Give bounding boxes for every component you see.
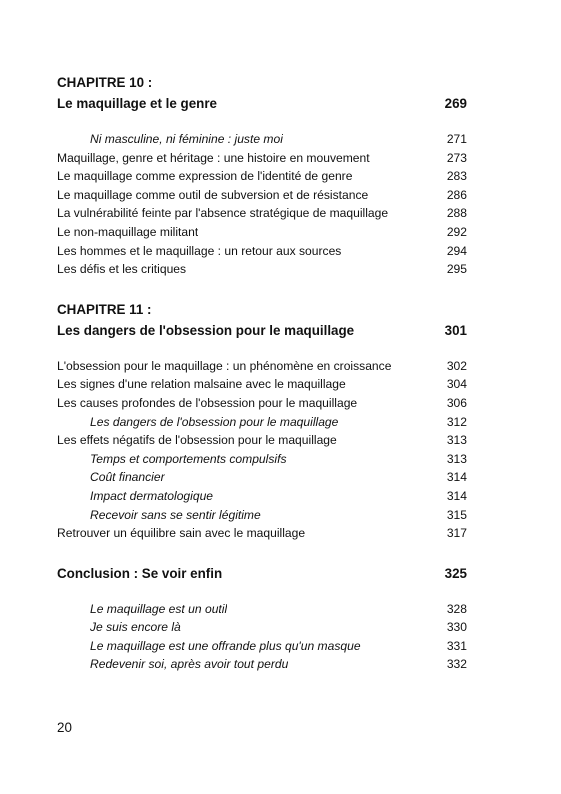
entry-title: Retrouver un équilibre sain avec le maquillage — [57, 526, 306, 541]
toc-entry — [57, 186, 467, 205]
toc-subentry — [57, 637, 467, 656]
entry-title: Redevenir soi, après avoir tout perdu — [90, 657, 289, 672]
entry-title: Le maquillage est un outil — [90, 601, 228, 616]
table-of-contents — [57, 72, 467, 674]
toc-subentry — [57, 506, 467, 525]
toc-subentry — [57, 468, 467, 487]
chapter-10-page: 269 — [444, 96, 467, 111]
entry-page: 313 — [446, 433, 467, 448]
conclusion-entries — [57, 600, 467, 674]
entry-title: Les défis et les critiques — [57, 262, 187, 277]
toc-entry — [57, 149, 467, 168]
toc-entry — [57, 357, 467, 376]
entry-page: 304 — [446, 377, 467, 392]
entry-title: Le non-maquillage militant — [57, 224, 199, 239]
chapter-10-label: CHAPITRE 10 : — [57, 75, 153, 90]
conclusion-heading — [57, 563, 467, 584]
entry-title: Maquillage, genre et héritage : une histoire en mouvement — [57, 150, 370, 165]
entry-page: 314 — [446, 488, 467, 503]
conclusion-page: 325 — [444, 565, 467, 581]
entry-page: 317 — [446, 526, 467, 541]
entry-title: Les signes d'une relation malsaine avec le maquillage — [57, 377, 346, 392]
entry-title: Le maquillage comme expression de l'identité de genre — [57, 169, 353, 184]
entry-page: 271 — [446, 132, 467, 146]
toc-entry — [57, 394, 467, 413]
entry-page: 286 — [446, 187, 467, 202]
chapter-10-heading — [57, 93, 467, 114]
entry-title: L'obsession pour le maquillage : un phénomène en croissance — [57, 358, 392, 373]
conclusion-title: Conclusion : Se voir enfin — [57, 565, 223, 581]
entry-title: Impact dermatologique — [90, 488, 214, 503]
entry-page: 315 — [446, 507, 467, 522]
page-number: 20 — [57, 720, 72, 735]
entry-title: Coût financier — [90, 470, 165, 485]
chapter-11-page: 301 — [444, 322, 467, 338]
toc-entry — [57, 223, 467, 242]
entry-page: 313 — [446, 451, 467, 466]
chapter-10-title: Le maquillage et le genre — [57, 96, 217, 111]
chapter-11-entries — [57, 357, 467, 543]
toc-subentry — [57, 618, 467, 637]
chapter-10-entries — [57, 130, 467, 279]
toc-subentry — [57, 655, 467, 674]
entry-page: 273 — [446, 150, 467, 165]
toc-entry — [57, 204, 467, 223]
entry-page: 330 — [446, 620, 467, 635]
chapter-11-title: Les dangers de l'obsession pour le maquillage — [57, 322, 355, 338]
chapter-11-heading — [57, 320, 467, 341]
entry-page: 314 — [446, 470, 467, 485]
entry-page: 306 — [446, 395, 467, 410]
entry-page: 288 — [446, 206, 467, 221]
entry-title: Je suis encore là — [90, 620, 181, 635]
entry-page: 328 — [446, 601, 467, 616]
entry-page: 331 — [446, 638, 467, 653]
entry-title: Les dangers de l'obsession pour le maquillage — [90, 414, 339, 429]
toc-subentry — [57, 413, 467, 432]
entry-page: 283 — [446, 169, 467, 184]
entry-title: Les hommes et le maquillage : un retour aux sources — [57, 243, 342, 258]
toc-subentry — [57, 600, 467, 619]
entry-title: Les effets négatifs de l'obsession pour le maquillage — [57, 433, 337, 448]
entry-title: Recevoir sans se sentir légitime — [90, 507, 261, 522]
toc-entry — [57, 260, 467, 279]
toc-subentry — [57, 487, 467, 506]
entry-page: 312 — [446, 414, 467, 429]
entry-page: 295 — [446, 262, 467, 277]
toc-entry — [57, 167, 467, 186]
entry-page: 292 — [446, 224, 467, 239]
toc-entry — [57, 431, 467, 450]
entry-title: Le maquillage comme outil de subversion et de résistance — [57, 187, 369, 202]
entry-page: 294 — [446, 243, 467, 258]
toc-entry — [57, 375, 467, 394]
toc-entry — [57, 242, 467, 261]
toc-subentry — [57, 130, 467, 149]
entry-page: 332 — [446, 657, 467, 672]
toc-subentry — [57, 450, 467, 469]
entry-title: Les causes profondes de l'obsession pour le maquillage — [57, 395, 358, 410]
entry-title: Le maquillage est une offrande plus qu'un masque — [90, 638, 361, 653]
entry-title: La vulnérabilité feinte par l'absence stratégique de maquillage — [57, 206, 389, 221]
entry-page: 302 — [446, 358, 467, 373]
entry-title: Temps et comportements compulsifs — [90, 451, 287, 466]
chapter-11-label: CHAPITRE 11 : — [57, 301, 152, 317]
toc-entry — [57, 524, 467, 543]
entry-title: Ni masculine, ni féminine : juste moi — [90, 132, 283, 146]
